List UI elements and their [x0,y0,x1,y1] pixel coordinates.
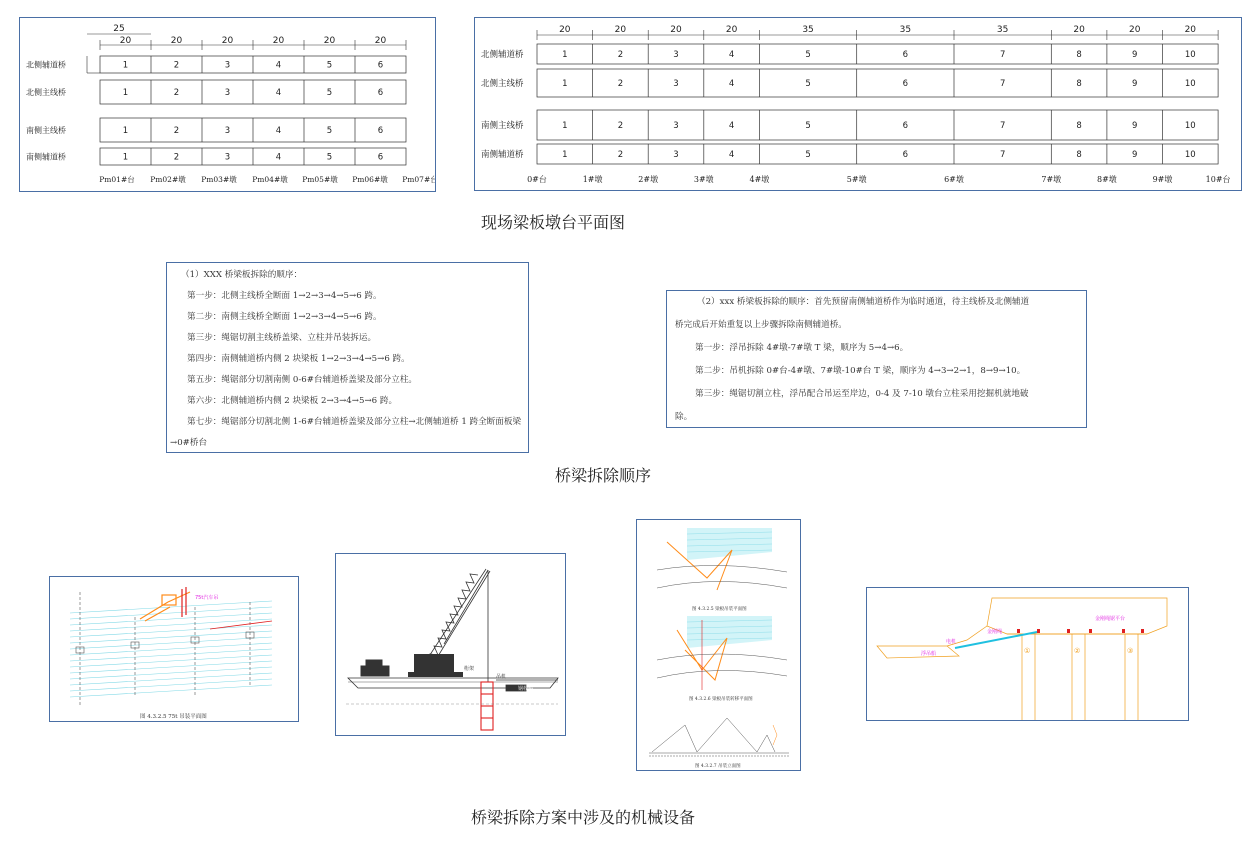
span-cell: 3 [673,150,679,160]
span-cell: 1 [562,150,568,160]
span-cell: 9 [1131,50,1138,60]
span-cell: 5 [805,121,811,131]
fig4-label-wire: 金刚绳 [987,629,1003,635]
pier-label: Pm01#台 [99,175,135,184]
order1-line: 第一步：北侧主线桥全断面 1→2→3→4→5→6 跨。 [187,291,382,301]
fig1-hatch [70,601,272,697]
span-cell: 3 [224,152,231,163]
order1-line: →0#桥台 [170,438,208,448]
span-cell: 8 [1076,150,1082,160]
dim-label: 20 [272,36,285,46]
fig3-sheet-middle [657,616,787,702]
fig2-label-crane: 吊机 [496,674,507,680]
span-cell: 9 [1131,150,1138,160]
plan-left-panel [19,17,436,192]
dim-label: 35 [899,25,912,35]
span-cell: 1 [562,50,568,60]
order2-line: 第一步：浮吊拆除 4#墩-7#墩 T 梁，顺序为 5→4→6。 [695,343,909,353]
dim-label: 25 [113,24,125,34]
fig3-caption-top: 图 4.3.2.5 梁板吊装平面图 [692,607,747,612]
figure-lifting-sheets [636,519,801,771]
span-cell: 5 [805,150,811,160]
span-cell: 3 [673,50,679,60]
span-cell: 1 [562,79,568,89]
span-cell: 1 [122,88,129,98]
span-cell: 6 [902,150,909,160]
caption-equipment: 桥梁拆除方案中涉及的机械设备 [471,808,696,827]
dim-label: 20 [725,25,738,35]
row-frame [537,44,1218,64]
span-cell: 4 [275,126,282,136]
dim-label: 20 [1184,25,1197,35]
order1-line: 第三步：绳锯切割主线桥盖梁、立柱并吊装拆运。 [187,333,377,343]
span-cell: 5 [805,50,811,60]
caption-order: 桥梁拆除顺序 [555,466,652,485]
pier-label: Pm05#墩 [302,175,338,184]
span-cell: 4 [728,150,735,160]
span-cell: 1 [122,60,129,71]
fig3-svg [637,520,800,770]
order2-line: 桥完成后开始重复以上步骤拆除南侧辅道桥。 [675,320,847,330]
pier-label: 0#台 [527,175,547,184]
span-cell: 3 [224,88,231,98]
span-cell: 7 [999,150,1006,160]
span-cell: 2 [617,79,624,89]
row-label: 南侧辅道桥 [26,152,66,162]
caption-plan: 现场梁板墩台平面图 [481,213,626,232]
plan-right-panel [474,17,1242,191]
span-cell: 4 [275,60,282,71]
dim-label: 35 [802,25,814,35]
span-cell: 6 [902,121,909,131]
pier-label: 2#墩 [638,175,659,184]
row-label: 北侧主线桥 [26,88,66,97]
row-label: 南侧主线桥 [26,126,66,135]
dim-label: 20 [170,36,183,46]
dim-label: 20 [323,36,336,46]
pier-label: 7#墩 [1041,175,1062,184]
span-cell: 2 [617,150,624,160]
dim-label: 20 [670,25,682,35]
span-cell: 6 [377,60,384,71]
span-cell: 4 [275,152,282,163]
fig2-label-trestle: 钢栈桥 [518,686,534,692]
fig2-pier [481,682,493,730]
pier-label: Pm06#墩 [352,175,388,184]
dim-label: 20 [614,25,627,35]
figure-crane-plan [49,576,299,722]
fig1-crane [140,587,190,621]
fig4-label-pier3: ③ [1127,647,1134,655]
dim-label: 20 [559,25,571,35]
fig4-label-pier1: ① [1024,647,1031,655]
row-label: 南侧主线桥 [481,121,524,131]
span-cell: 5 [326,126,333,136]
fig3-sheet-bottom [649,718,789,756]
fig2-label-truss: 桁架 [464,666,475,672]
figure-wire-saw [866,587,1189,721]
dim-label: 20 [1128,25,1141,35]
pier-label: 8#墩 [1097,175,1117,184]
order2-line: 第二步：吊机拆除 0#台-4#墩、7#墩-10#台 T 梁，顺序为 4→3→2→1，8→9→10。 [695,366,1026,376]
pier-label: Pm03#墩 [201,175,237,184]
span-cell: 1 [122,126,129,136]
dim-label: 20 [1073,25,1085,35]
fig4-label-barge: 浮吊船 [921,651,937,657]
pier-label: Pm07#台 [402,175,435,184]
fig2-svg [336,554,565,735]
span-cell: 1 [122,152,129,163]
plan-right-drawing [475,18,1241,190]
order1-line: （1）XXX 桥梁板拆除的顺序： [181,270,303,280]
row-label: 南侧辅道桥 [481,150,524,160]
span-cell: 10 [1184,121,1196,131]
fig4-svg [867,588,1188,720]
figure-floating-crane [335,553,566,736]
fig1-tag: 75t汽车吊 [195,595,219,601]
pier-label: 10#台 [1205,175,1231,184]
span-cell: 8 [1076,79,1082,89]
pier-label: 9#墩 [1152,175,1173,184]
span-cell: 3 [673,79,679,89]
fig3-sheet-top [657,528,787,612]
span-cell: 2 [617,121,624,131]
span-cell: 9 [1131,79,1138,89]
span-cell: 3 [224,126,231,136]
span-cell: 6 [377,152,384,163]
order2-line: 第三步：绳锯切割立柱，浮吊配合吊运至岸边，0-4 及 7-10 墩台立柱采用挖掘机就地破 [695,389,1029,399]
span-cell: 3 [224,60,231,71]
plan-left-drawing [20,18,435,191]
order1-box [166,262,529,453]
span-cell: 7 [999,50,1006,60]
order1-line: 第七步：绳锯部分切割北侧 1-6#台辅道桥盖梁及部分立柱→北侧辅道桥 1 跨全断面板梁 [187,417,522,427]
span-cell: 8 [1076,121,1082,131]
order2-line: 除。 [675,412,693,422]
span-cell: 2 [173,126,180,136]
span-cell: 5 [326,60,333,71]
span-cell: 10 [1184,150,1196,160]
span-cell: 2 [173,88,180,98]
span-cell: 1 [562,121,568,131]
span-cell: 2 [617,50,624,60]
span-cell: 4 [728,121,735,131]
pier-label: 6#墩 [944,175,964,184]
span-cell: 6 [377,126,384,136]
order2-box [666,290,1087,428]
dim-label: 20 [221,36,234,46]
order1-line: 第四步：南侧辅道桥内侧 2 块梁板 1→2→3→4→5→6 跨。 [187,354,410,364]
pier-label: 1#墩 [582,175,603,184]
span-cell: 4 [728,50,735,60]
span-cell: 10 [1184,50,1196,60]
span-cell: 5 [326,152,333,163]
pier-label: 4#墩 [749,175,770,184]
fig2-crane-body [408,654,463,677]
dim-label: 35 [996,25,1009,35]
row-label: 北侧辅道桥 [26,60,66,70]
fig4-label-motor: 电机 [946,639,957,645]
span-cell: 6 [377,88,384,98]
fig3-caption-middle: 图 4.3.2.6 梁板吊装转移平面图 [689,697,753,702]
pier-label: Pm02#墩 [150,175,186,184]
row-frame [537,144,1218,164]
dim-label: 20 [374,36,387,46]
row-frame [537,110,1218,140]
pier-label: 3#墩 [693,175,714,184]
order2-line: （2）xxx 桥梁板拆除的顺序：首先预留南侧辅道桥作为临时通道，待主线桥及北侧辅道 [697,297,1030,307]
span-cell: 9 [1131,121,1138,131]
span-cell: 8 [1076,50,1082,60]
span-cell: 3 [673,121,679,131]
span-cell: 4 [275,88,282,98]
span-cell: 5 [805,79,811,89]
span-cell: 4 [728,79,735,89]
pier-label: Pm04#墩 [252,175,288,184]
row-frame [537,69,1218,97]
row-label: 北侧主线桥 [481,79,524,89]
fig1-svg [50,577,298,721]
order1-line: 第五步：绳锯部分切割南侧 0-6#台辅道桥盖梁及部分立柱。 [187,375,418,385]
fig1-caption: 图 4.3.2.5 75t 吊装平面图 [140,714,207,720]
order1-line: 第六步：北侧辅道桥内侧 2 块梁板 2→3→4→5→6 跨。 [187,396,398,406]
dim-label: 20 [119,36,132,46]
fig3-caption-bottom: 图 4.3.2.7 吊装立面图 [695,764,741,769]
fig4-label-platform: 金刚绳锯平台 [1095,616,1126,622]
span-cell: 2 [173,60,180,71]
fig1-piers [76,592,254,705]
fig4-label-pier2: ② [1074,647,1081,655]
span-cell: 7 [999,121,1006,131]
span-cell: 6 [902,79,909,89]
pier-label: 5#墩 [846,175,867,184]
span-cell: 6 [902,50,909,60]
order1-line: 第二步：南侧主线桥全断面 1→2→3→4→5→6 跨。 [187,312,382,322]
span-cell: 5 [326,88,333,98]
row-label: 北侧辅道桥 [481,50,524,60]
span-cell: 10 [1184,79,1196,89]
span-cell: 2 [173,152,180,163]
span-cell: 7 [999,79,1006,89]
